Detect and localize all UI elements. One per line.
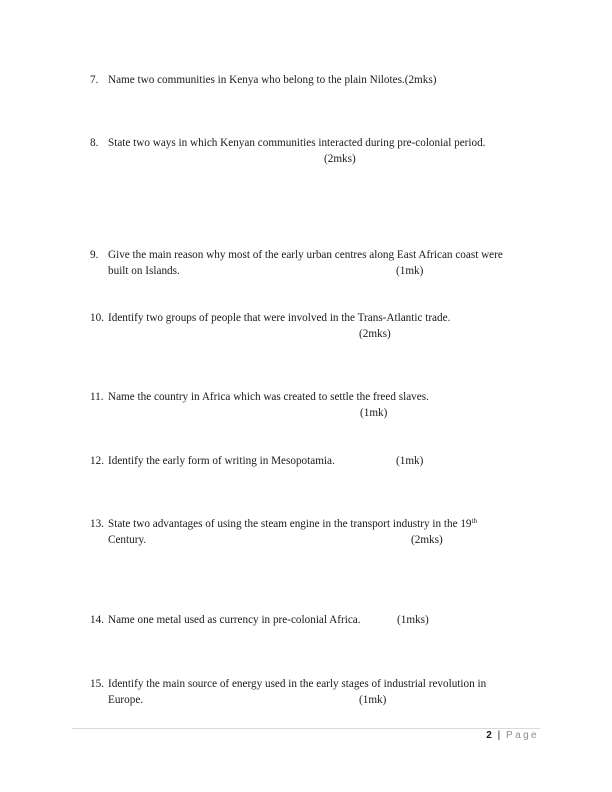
- question-text: Name two communities in Kenya who belong to the plain Nilotes.(2mks): [108, 74, 437, 86]
- question-number: 11.: [90, 391, 104, 403]
- question-text-main: State two advantages of using the steam engine in the transport industry in the 19: [108, 518, 472, 530]
- question-text: Identify the main source of energy used in the early stages of industrial revolution in: [108, 678, 487, 690]
- question-text: Name one metal used as currency in pre-colonial Africa.: [108, 614, 361, 626]
- question-marks: (1mks): [397, 614, 429, 626]
- question-number: 10.: [90, 312, 104, 324]
- question-text: [108, 516, 477, 532]
- question-text-continued: Century.: [108, 534, 147, 546]
- question-number: 7.: [90, 74, 99, 86]
- page-label: Page: [506, 730, 539, 741]
- question-marks: (2mks): [411, 534, 443, 546]
- page-footer: [486, 730, 539, 741]
- question-number: 13.: [90, 518, 104, 530]
- question-text: Give the main reason why most of the early urban centres along East African coast were: [108, 249, 503, 261]
- footer-divider: [72, 728, 540, 729]
- question-marks: (2mks): [359, 328, 391, 340]
- ordinal-superscript: th: [471, 517, 477, 525]
- question-number: 8.: [90, 137, 99, 149]
- question-number: 15.: [90, 678, 104, 690]
- question-marks: (1mk): [359, 694, 387, 706]
- question-text-continued: built on Islands.: [108, 265, 180, 277]
- page-separator: |: [497, 730, 501, 741]
- question-text: Identify two groups of people that were involved in the Trans-Atlantic trade.: [108, 312, 451, 324]
- question-number: 12.: [90, 455, 104, 467]
- question-number: 14.: [90, 614, 104, 626]
- question-marks: (1mk): [396, 265, 424, 277]
- question-text-continued: Europe.: [108, 694, 144, 706]
- question-number: 9.: [90, 249, 99, 261]
- question-text: Name the country in Africa which was created to settle the freed slaves.: [108, 391, 429, 403]
- question-marks: (1mk): [396, 455, 424, 467]
- question-text: Identify the early form of writing in Mesopotamia.: [108, 455, 335, 467]
- question-text: State two ways in which Kenyan communities interacted during pre-colonial period.: [108, 137, 486, 149]
- question-marks: (1mk): [360, 407, 388, 419]
- question-marks: (2mks): [324, 153, 356, 165]
- page-number: 2: [486, 730, 492, 741]
